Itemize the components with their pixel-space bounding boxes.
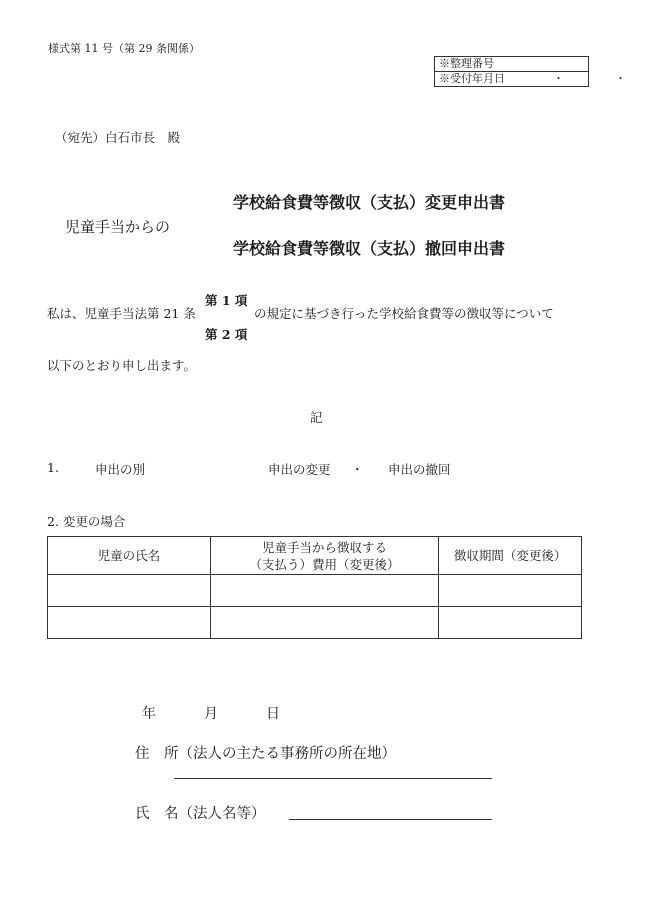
title-prefix: 児童手当からの: [65, 218, 171, 236]
cell-period[interactable]: [439, 575, 582, 607]
clause-1: 第 1 項: [205, 293, 248, 308]
form-number: 様式第 11 号（第 29 条関係）: [48, 42, 200, 55]
statement-part2: の規定に基づき行った学校給食費等の徴収等について: [254, 306, 554, 321]
date-year-label: 年: [142, 706, 156, 722]
change-table: [47, 536, 582, 639]
received-date-label: ※受付年月日: [439, 72, 505, 85]
table-header-row: [48, 537, 582, 575]
title-change-option: 学校給食費等徴収（支払）変更申出書: [233, 193, 506, 212]
header-period: 徴収期間（変更後）: [439, 537, 582, 575]
name-label: 氏 名（法人名等）: [135, 806, 266, 822]
address-label: 住 所（法人の主たる事務所の所在地）: [135, 746, 396, 762]
name-line[interactable]: [289, 819, 492, 820]
cell-cost[interactable]: [210, 575, 439, 607]
cell-period[interactable]: [439, 607, 582, 639]
statement-line2: 以下のとおり申し出ます。: [47, 358, 197, 373]
cell-child-name[interactable]: [48, 575, 211, 607]
address-line[interactable]: [174, 778, 492, 779]
office-use-box: [434, 56, 646, 87]
header-cost-line1: 児童手当から徴収する: [261, 539, 387, 555]
reference-number-row: [435, 57, 588, 71]
date-month-label: 月: [204, 706, 218, 722]
header-child-name: 児童の氏名: [48, 537, 211, 575]
clause-2: 第 2 項: [205, 327, 248, 342]
option-withdraw: 申出の撤回: [388, 462, 451, 477]
item1-number: 1.: [47, 460, 59, 475]
statement-part1: 私は、児童手当法第 21 条: [47, 306, 196, 321]
cell-cost[interactable]: [210, 607, 439, 639]
addressee: （宛先）白石市長 殿: [55, 130, 181, 145]
ki-heading: 記: [310, 410, 323, 425]
item1-label: 申出の別: [95, 462, 146, 477]
table-row: [48, 607, 582, 639]
received-date-row: [435, 71, 646, 86]
cell-child-name[interactable]: [48, 607, 211, 639]
table-row: [48, 575, 582, 607]
item2-label: 2. 変更の場合: [47, 514, 126, 529]
option-change: 申出の変更: [268, 462, 331, 477]
received-date-dots: ・ ・: [553, 72, 646, 85]
title-withdraw-option: 学校給食費等徴収（支払）撤回申出書: [233, 239, 506, 258]
option-separator: ・: [351, 462, 364, 477]
reference-number-label: ※整理番号: [439, 57, 494, 70]
date-day-label: 日: [266, 706, 280, 722]
header-cost: [210, 537, 439, 575]
header-cost-line2: （支払う）費用（変更後）: [249, 556, 400, 572]
